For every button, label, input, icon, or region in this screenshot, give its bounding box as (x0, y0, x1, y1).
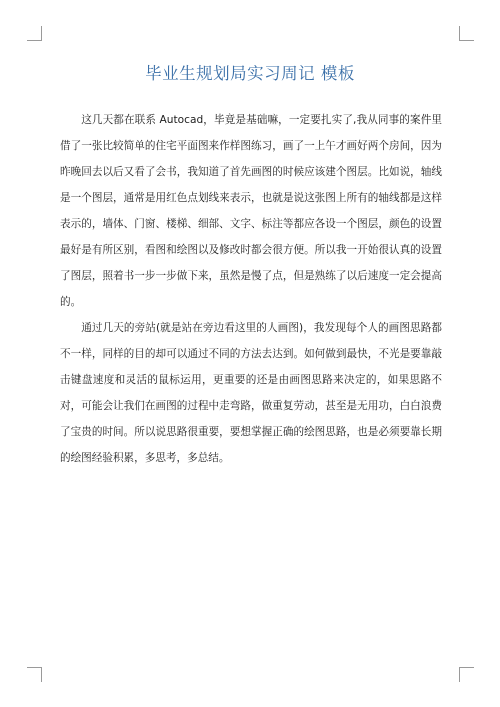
document-title: 毕业生规划局实习周记 模板 (145, 64, 355, 83)
crop-mark-top-right (459, 26, 474, 41)
document-body (60, 107, 442, 471)
crop-mark-top-left (27, 26, 42, 41)
paragraph-2: 通过几天的旁站(就是站在旁边看这里的人画图)，我发现每个人的画图思路都不一样，同样的目的却可以通过不同的方法去达到。如何做到最快，不光是要靠敲击键盘速度和灵活的鼠标运用，更重要的还是由画图思路来决定的，如果思路不对，可能会让我们在画图的过程中走弯路，做重复劳动，甚至是无用功，白白浪费了宝贵的时间。所以说思路很重要，要想掌握正确的绘图思路，也是必须要靠长期的绘图经验积累，多思考，多总结。 (60, 322, 442, 464)
paragraph-1: 这几天都在联系 Autocad，毕竟是基础嘛，一定要扎实了,我从同事的案件里借了一张比较简单的住宅平面图来作样图练习，画了一上午才画好两个房间，因为昨晚回去以后又看了会书，我知道了首先画图的时候应该建个图层。比如说，轴线是一个图层，通常是用红色点划线来表示，也就是说这张图上所有的轴线都是这样表示的，墙体、门窗、楼梯、细部、文字、标注等都应各设一个图层，颜色的设置最好是有所区别，看图和绘图以及修改时都会很方便。所以我一开始很认真的设置了图层，照着书一步一步做下来，虽然是慢了点，但是熟练了以后速度一定会提高的。 (60, 114, 442, 308)
crop-mark-bottom-left (27, 667, 42, 682)
crop-mark-bottom-right (459, 667, 474, 682)
